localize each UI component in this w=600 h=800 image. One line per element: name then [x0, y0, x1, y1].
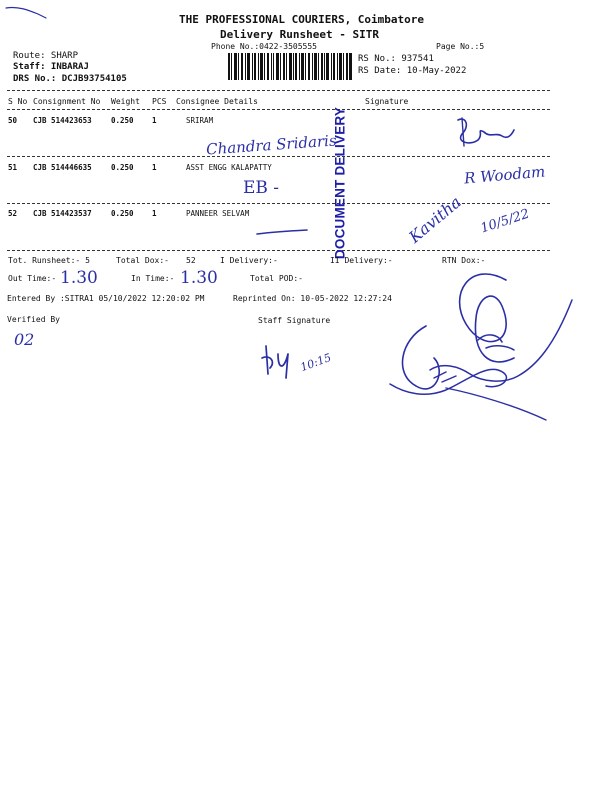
row-consignee: PANNEER SELVAM — [186, 209, 250, 218]
row-pcs: 1 — [152, 163, 157, 172]
staff-signature-label: Staff Signature — [258, 316, 331, 325]
company-title: THE PROFESSIONAL COURIERS, Coimbatore — [179, 13, 425, 26]
row-consignee: SRIRAM — [186, 116, 214, 125]
divider-row-2 — [7, 203, 550, 204]
divider-top — [7, 90, 550, 91]
route-label: Route: SHARP — [13, 51, 79, 61]
rs-date: RS Date: 10-May-2022 — [358, 66, 467, 76]
col-signature: Signature — [365, 97, 409, 106]
ii-delivery: II Delivery:- — [330, 256, 393, 265]
row3-signature-line — [255, 226, 315, 238]
row3-handwritten-signature: Kavitha — [405, 192, 465, 247]
staff-label: Staff: INBARAJ — [13, 62, 89, 72]
row-sno: 51 — [8, 163, 18, 172]
row-consignment: CJB 514423653 — [33, 116, 92, 125]
drs-number: DRS No.: DCJB93754105 — [13, 74, 127, 84]
i-delivery: I Delivery:- — [220, 256, 278, 265]
row-handwritten-name: Chandra Sridaris — [205, 131, 338, 159]
row-sno: 52 — [8, 209, 18, 218]
phone-number: Phone No.:0422-3505555 — [211, 42, 317, 51]
document-delivery-stamp: DOCUMENT DELIVERY — [332, 106, 348, 260]
row-consignee: ASST ENGG KALAPATTY — [186, 163, 272, 172]
out-time-value: 1.30 — [60, 268, 98, 288]
col-weight: Weight — [111, 97, 140, 106]
in-time-value: 1.30 — [180, 268, 218, 288]
rs-number: RS No.: 937541 — [358, 54, 434, 64]
barcode — [228, 53, 352, 80]
total-pod: Total POD:- — [250, 274, 303, 283]
row-pcs: 1 — [152, 209, 157, 218]
reprinted-on: Reprinted On: 10-05-2022 12:27:24 — [233, 294, 392, 303]
total-dox-value: 52 — [186, 256, 196, 265]
divider-header — [7, 109, 550, 110]
col-sno: S No — [8, 97, 28, 106]
page-number: Page No.:5 — [436, 42, 485, 51]
row3-handwritten-date: 10/5/22 — [478, 206, 532, 237]
large-signature-drawing — [386, 266, 580, 426]
col-consignment: Consignment No — [33, 97, 101, 106]
row-pcs: 1 — [152, 116, 157, 125]
row-consignment: CJB 514423537 — [33, 209, 92, 218]
divider-row-3 — [7, 250, 550, 251]
entered-by: Entered By :SITRA1 05/10/2022 12:20:02 PM — [7, 294, 205, 303]
row-weight: 0.250 — [111, 209, 134, 218]
tot-runsheet: Tot. Runsheet:- 5 — [8, 256, 90, 265]
row2-handwritten-signature: R Woodam — [463, 162, 546, 188]
out-time-label: Out Time:- — [8, 274, 57, 283]
row-handwritten-name: EB - — [243, 178, 280, 198]
staff-signature-time: 10:15 — [298, 350, 333, 375]
row1-signature-drawing — [448, 112, 518, 157]
staff-signature-drawing — [258, 340, 306, 380]
runsheet-subtitle: Delivery Runsheet - SITR — [220, 28, 379, 41]
col-pcs: PCS — [152, 97, 167, 106]
verified-by-label: Verified By — [7, 315, 60, 324]
row-weight: 0.250 — [111, 116, 134, 125]
in-time-label: In Time:- — [131, 274, 175, 283]
verified-initials: 02 — [14, 330, 35, 349]
row-sno: 50 — [8, 116, 18, 125]
row-consignment: CJB 514446635 — [33, 163, 92, 172]
row-weight: 0.250 — [111, 163, 134, 172]
corner-mark — [4, 2, 50, 22]
col-consignee: Consignee Details — [176, 97, 258, 106]
total-dox-label: Total Dox:- — [116, 256, 169, 265]
rtn-dox: RTN Dox:- — [442, 256, 486, 265]
